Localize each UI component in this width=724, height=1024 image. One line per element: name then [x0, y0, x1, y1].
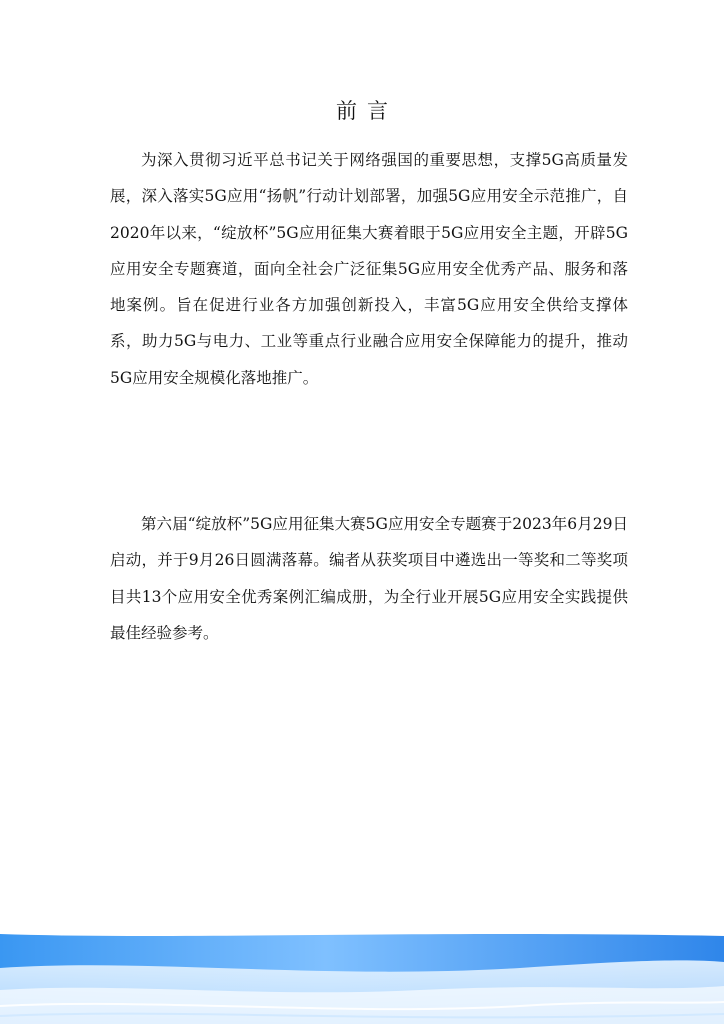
body-section-1	[110, 142, 628, 396]
footer-wave-decoration	[0, 928, 724, 1024]
paragraph-2: 第六届“绽放杯”5G应用征集大赛5G应用安全专题赛于2023年6月29日启动，并于9月26日圆满落幕。编者从获奖项目中遴选出一等奖和二等奖项目共13个应用安全优秀案例汇编成册，为全行业开展5G应用安全实践提供最佳经验参考。	[110, 515, 628, 642]
page-title: 前言	[336, 99, 398, 123]
paragraph-1: 为深入贯彻习近平总书记关于网络强国的重要思想，支撑5G高质量发展，深入落实5G应用“扬帆”行动计划部署，加强5G应用安全示范推广，自2020年以来，“绽放杯”5G应用征集大赛着眼于5G应用安全主题，开辟5G应用安全专题赛道，面向全社会广泛征集5G应用安全优秀产品、服务和落地案例。旨在促进行业各方加强创新投入，丰富5G应用安全供给支撑体系，助力5G与电力、工业等重点行业融合应用安全保障能力的提升，推动5G应用安全规模化落地推广。	[110, 151, 628, 387]
body-section-2	[110, 506, 628, 651]
